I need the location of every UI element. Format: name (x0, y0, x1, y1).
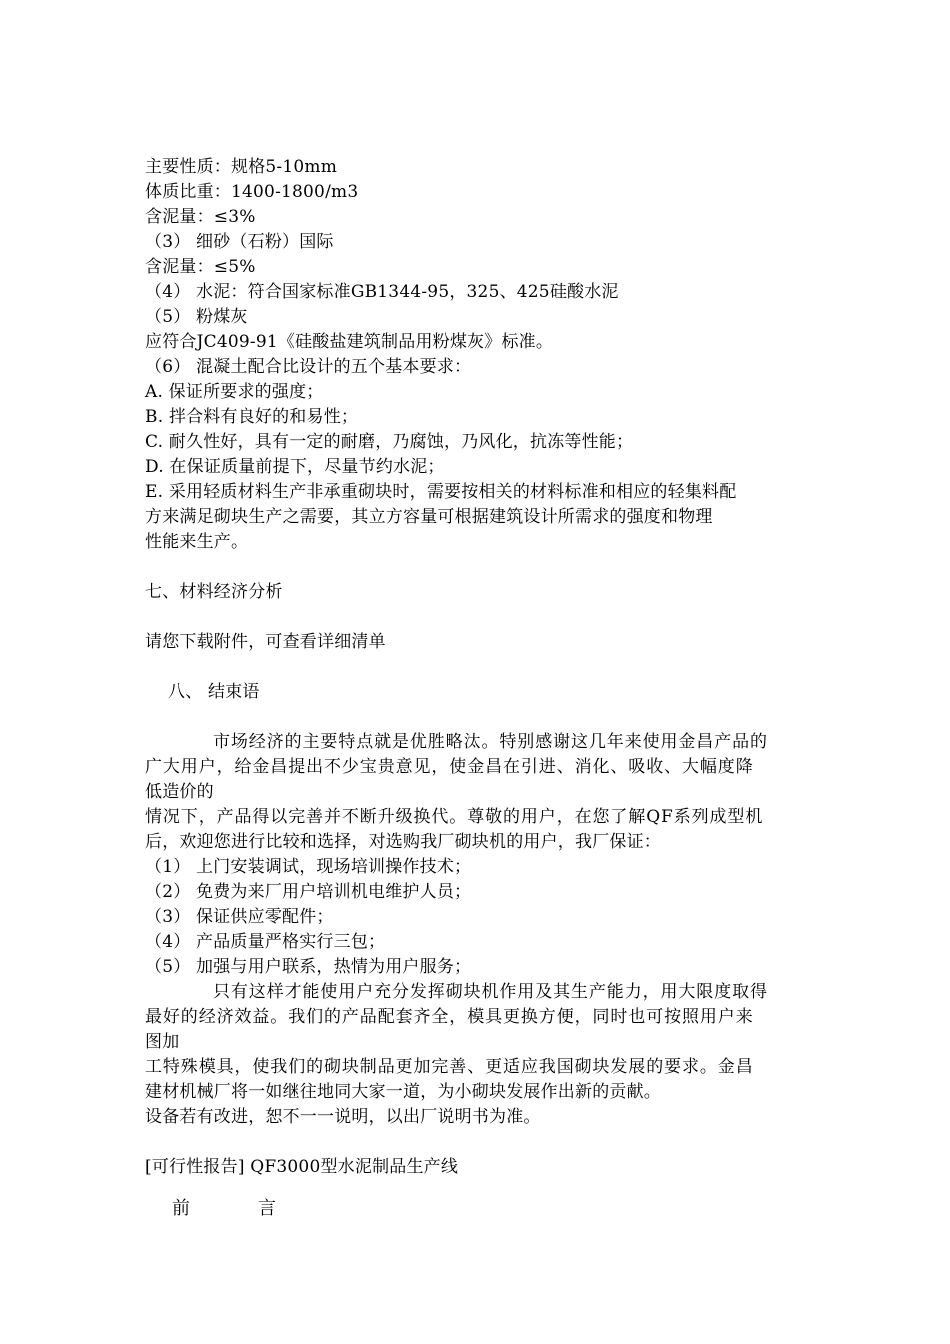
guarantee-item-2: （2） 免费为来厂用户培训机电维护人员； (145, 882, 472, 902)
requirement-c: C. 耐久性好，具有一定的耐磨，乃腐蚀，乃风化，抗冻等性能； (145, 432, 634, 452)
fine-sand-mud-content-line: 含泥量：≤5% (145, 257, 256, 277)
section-7-heading: 七、材料经济分析 (145, 582, 283, 602)
requirement-e-line-1: E. 采用轻质材料生产非承重砌块时，需要按相关的材料标准和相应的轻集料配 (145, 482, 737, 502)
closing-paragraph-2-line-3: 图加 (145, 1032, 180, 1052)
foreword-char-1: 前 (172, 1198, 190, 1219)
guarantee-item-4: （4） 产品质量严格实行三包； (145, 932, 386, 952)
download-attachment-text: 请您下载附件，可查看详细清单 (145, 632, 386, 652)
requirement-e-line-2: 方来满足砌块生产之需要，其立方容量可根据建筑设计所需求的强度和物理 (145, 507, 713, 527)
spec-density-line: 体质比重：1400-1800/m3 (145, 182, 359, 202)
fine-sand-heading: （3） 细砂（石粉）国际 (145, 232, 334, 252)
guarantee-item-5: （5） 加强与用户联系，热情为用户服务； (145, 957, 472, 977)
requirement-d: D. 在保证质量前提下，尽量节约水泥； (145, 457, 445, 477)
closing-paragraph-1-line-1: 市场经济的主要特点就是优胜略汰。特别感谢这几年来使用金昌产品的 (213, 732, 768, 752)
closing-paragraph-1-line-2: 广大用户，给金昌提出不少宝贵意见，使金昌在引进、消化、吸收、大幅度降 (145, 757, 754, 777)
closing-paragraph-1-line-3: 低造价的 (145, 782, 214, 802)
cement-spec-line: （4） 水泥：符合国家标准GB1344-95，325、425硅酸水泥 (145, 282, 619, 302)
closing-paragraph-2-line-5: 建材机械厂将一如继往地同大家一道，为小砌块发展作出新的贡献。 (145, 1082, 661, 1102)
closing-paragraph-2-line-4: 工特殊模具，使我们的砌块制品更加完善、更适应我国砌块发展的要求。金昌 (145, 1057, 754, 1077)
fly-ash-heading: （5） 粉煤灰 (145, 307, 248, 327)
closing-paragraph-1-line-4: 情况下，产品得以完善并不断升级换代。尊敬的用户，在您了解QF系列成型机 (145, 807, 764, 827)
requirement-b: B. 拌合料有良好的和易性； (145, 407, 359, 427)
foreword-char-2: 言 (258, 1198, 276, 1219)
fly-ash-standard-line: 应符合JC409-91《硅酸盐建筑制品用粉煤灰》标准。 (145, 332, 554, 352)
closing-paragraph-2-line-2: 最好的经济效益。我们的产品配套齐全，模具更换方便，同时也可按照用户来 (145, 1007, 754, 1027)
closing-paragraph-1-line-5: 后，欢迎您进行比较和选择，对选购我厂砌块机的用户，我厂保证： (145, 832, 661, 852)
guarantee-item-1: （1） 上门安装调试，现场培训操作技术； (145, 857, 472, 877)
guarantee-item-3: （3） 保证供应零配件； (145, 907, 334, 927)
spec-size-line: 主要性质：规格5-10mm (145, 157, 338, 177)
section-8-heading: 八、 结束语 (168, 682, 260, 702)
disclaimer-line: 设备若有改进，恕不一一说明，以出厂说明书为准。 (145, 1107, 541, 1127)
closing-paragraph-2-line-1: 只有这样才能使用户充分发挥砌块机作用及其生产能力，用大限度取得 (213, 982, 768, 1002)
requirement-e-line-3: 性能来生产。 (145, 532, 249, 552)
report-title: [可行性报告] QF3000型水泥制品生产线 (145, 1157, 459, 1177)
spec-mud-content-line: 含泥量：≤3% (145, 207, 256, 227)
requirement-a: A. 保证所要求的强度； (145, 382, 324, 402)
foreword-heading (172, 1196, 276, 1221)
mix-design-heading: （6） 混凝土配合比设计的五个基本要求： (145, 357, 472, 377)
